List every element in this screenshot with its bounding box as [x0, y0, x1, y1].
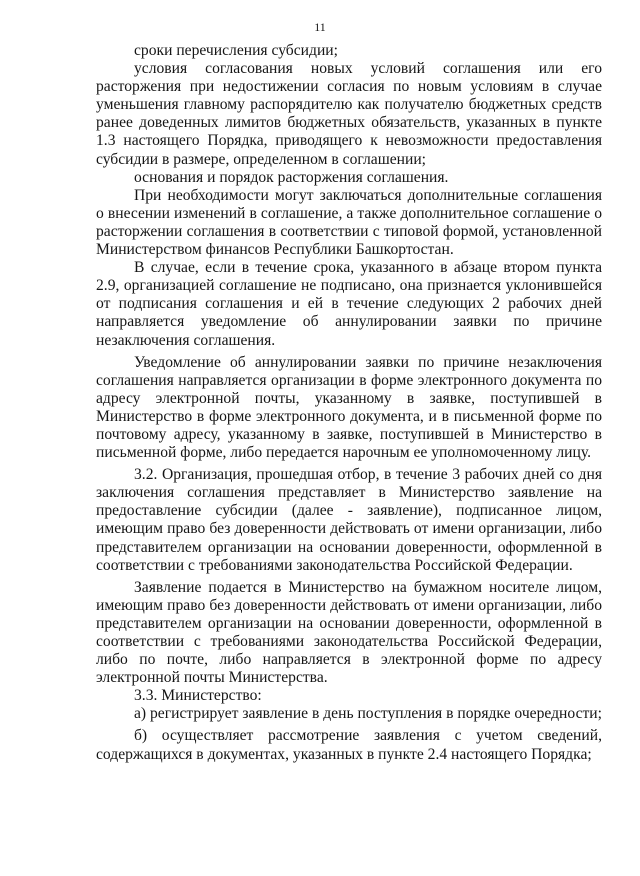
paragraph-unsigned-agreement: В случае, если в течение срока, указанного в абзаце втором пункта 2.9, организацией соглашение не подписано, она признается уклонившейся от подписания соглашения и ей в течение следующих 2 рабочих дней направляется уведомление об аннулировании заявки по причине незаключения соглашения. — [96, 259, 602, 349]
paragraph-item-b: б) осуществляет рассмотрение заявления с учетом сведений, содержащихся в документах, указанных в пункте 2.4 настоящего Порядка; — [96, 727, 602, 763]
paragraph-termination-grounds: основания и порядок расторжения соглашения. — [134, 168, 449, 186]
paragraph-additional-agreements: При необходимости могут заключаться дополнительные соглашения о внесении изменений в соглашение, а также дополнительное соглашение о расторжении соглашения в соответствии с типовой формой, установленной Министерством финансов Республики Башкортостан. — [96, 186, 602, 259]
paragraph-cancellation-notice: Уведомление об аннулировании заявки по причине незаключения соглашения направляется организации в форме электронного документа по адресу электронной почты, указанному в заявке, поступившей в Министерство в форме электронного документа, и в письменной форме по почтовому адресу, указанному в заявке, поступившей в Министерство в письменной форме, либо передается нарочным ее уполномоченному лицу. — [96, 353, 602, 462]
page-number: 11 — [314, 20, 326, 34]
document-body — [96, 42, 602, 764]
paragraph-item-a: а) регистрирует заявление в день поступления в порядке очередности; — [134, 705, 602, 723]
paragraph-payment-terms: сроки перечисления субсидии; — [134, 42, 338, 59]
paragraph-section-3-2: 3.2. Организация, прошедшая отбор, в течение 3 рабочих дней со дня заключения соглашения представляет в Министерство заявление на предоставление субсидии (далее - заявление), подписанное лицом, имеющим право без доверенности действовать от имени организации, либо представителем организации на основании доверенности, оформленной в соответствии с требованиями законодательства Российской Федерации. — [96, 466, 602, 574]
paragraph-section-3-3: 3.3. Министерство: — [134, 687, 262, 705]
paragraph-agreement-conditions: условия согласования новых условий соглашения или его расторжения при недостижении согласия по новым условиям в случае уменьшения главному распорядителю как получателю бюджетных средств ранее доведенных лимитов бюджетных обязательств, указанных в пункте 1.3 настоящего Порядка, приводящего к невозможности предоставления субсидии в размере, определенном в соглашении; — [96, 60, 602, 168]
paragraph-application-submission: Заявление подается в Министерство на бумажном носителе лицом, имеющим право без доверенности действовать от имени организации, либо представителем организации на основании доверенности, оформленной в соответствии с требованиями законодательства Российской Федерации, либо по почте, либо направляется в электронной форме по адресу электронной почты Министерства. — [96, 578, 602, 687]
